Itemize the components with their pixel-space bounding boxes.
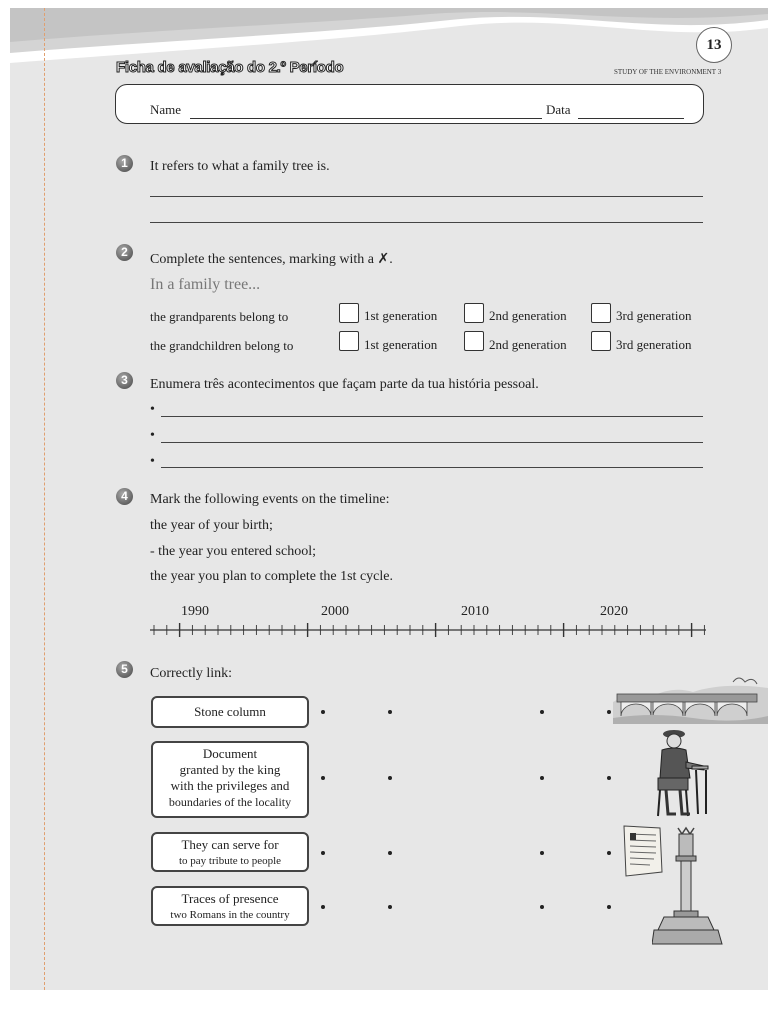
match-box-stone-column[interactable] — [151, 696, 309, 728]
x-mark-symbol: ✗ — [377, 252, 390, 267]
link-dot[interactable] — [607, 905, 611, 909]
checkbox[interactable] — [464, 331, 484, 351]
question-5-text: Correctly link: — [150, 666, 233, 681]
question-5-number: 5 — [116, 661, 133, 678]
answer-line[interactable] — [161, 467, 703, 468]
margin-fold-line — [44, 8, 45, 990]
checkbox[interactable] — [464, 303, 484, 323]
name-label: Name — [150, 102, 182, 117]
timeline-year-label: 2010 — [461, 604, 489, 619]
match-box-roman-traces[interactable] — [151, 886, 309, 926]
option-label: 1st generation — [364, 308, 438, 323]
worksheet-title: Ficha de avaliação do 2.º Período — [116, 59, 344, 76]
link-dot[interactable] — [321, 710, 325, 714]
timeline-year-label: 1990 — [181, 604, 209, 619]
bullet: • — [150, 402, 155, 417]
timeline-year-label: 2020 — [600, 604, 628, 619]
timeline[interactable] — [150, 622, 706, 638]
question-2-instruction: Complete the sentences, marking with a — [150, 252, 374, 267]
question-4-item: the year you plan to complete the 1st cycle. — [150, 569, 393, 584]
question-4-item: the year of your birth; — [150, 518, 273, 533]
box-text: They can serve for — [181, 837, 279, 852]
option-label: 3rd generation — [616, 337, 692, 352]
row-label: the grandparents belong to — [150, 309, 289, 324]
match-box-tribute[interactable] — [151, 832, 309, 872]
bullet: • — [150, 428, 155, 443]
link-dot[interactable] — [607, 776, 611, 780]
question-4-text: Mark the following events on the timeline: — [150, 492, 390, 507]
box-text: Stone column — [194, 704, 266, 719]
link-dot[interactable] — [388, 851, 392, 855]
link-dot[interactable] — [388, 710, 392, 714]
date-label: Data — [546, 102, 571, 117]
option-label: 2nd generation — [489, 337, 567, 352]
question-4-item: - the year you entered school; — [150, 544, 316, 559]
row-label: the grandchildren belong to — [150, 338, 294, 353]
answer-line[interactable] — [150, 222, 703, 223]
timeline-year-label: 2000 — [321, 604, 349, 619]
date-field[interactable] — [578, 118, 684, 119]
option-label: 2nd generation — [489, 308, 567, 323]
box-text: Document — [202, 746, 258, 761]
question-3-number: 3 — [116, 372, 133, 389]
option-label: 1st generation — [364, 337, 438, 352]
link-dot[interactable] — [388, 776, 392, 780]
question-1-text: It refers to what a family tree is. — [150, 159, 330, 174]
question-2-text — [150, 251, 393, 268]
box-text: with the privileges and — [170, 778, 290, 793]
link-dot[interactable] — [321, 776, 325, 780]
checkbox[interactable] — [339, 331, 359, 351]
link-dot[interactable] — [540, 710, 544, 714]
answer-line[interactable] — [150, 196, 703, 197]
answer-line[interactable] — [161, 442, 703, 443]
link-dot[interactable] — [607, 710, 611, 714]
roman-bridge-image — [613, 672, 768, 724]
name-field[interactable] — [190, 118, 542, 119]
question-2-number: 2 — [116, 244, 133, 261]
checkbox[interactable] — [591, 303, 611, 323]
match-box-document[interactable] — [151, 741, 309, 818]
link-dot[interactable] — [388, 905, 392, 909]
link-dot[interactable] — [540, 905, 544, 909]
stone-column-image — [652, 826, 724, 948]
link-dot[interactable] — [321, 851, 325, 855]
question-1-number: 1 — [116, 155, 133, 172]
page-number: 13 — [696, 27, 732, 63]
option-label: 3rd generation — [616, 308, 692, 323]
box-text: Traces of presence — [181, 891, 279, 906]
box-text: two Romans in the country — [170, 909, 290, 921]
answer-line[interactable] — [161, 416, 703, 417]
link-dot[interactable] — [540, 776, 544, 780]
checkbox[interactable] — [339, 303, 359, 323]
seated-man-image — [646, 726, 716, 818]
question-2-intro: In a family tree... — [150, 276, 261, 293]
subject-label: STUDY OF THE ENVIRONMENT 3 — [614, 68, 722, 76]
question-4-number: 4 — [116, 488, 133, 505]
box-text: granted by the king — [179, 762, 281, 777]
worksheet-page — [10, 8, 768, 990]
checkbox[interactable] — [591, 331, 611, 351]
question-3-text: Enumera três acontecimentos que façam parte da tua história pessoal. — [150, 377, 539, 392]
link-dot[interactable] — [540, 851, 544, 855]
question-2-period: . — [389, 252, 393, 267]
name-date-box — [115, 84, 704, 124]
link-dot[interactable] — [607, 851, 611, 855]
link-dot[interactable] — [321, 905, 325, 909]
box-text: boundaries of the locality — [168, 795, 292, 809]
bullet: • — [150, 454, 155, 469]
box-text: to pay tribute to people — [178, 855, 282, 867]
